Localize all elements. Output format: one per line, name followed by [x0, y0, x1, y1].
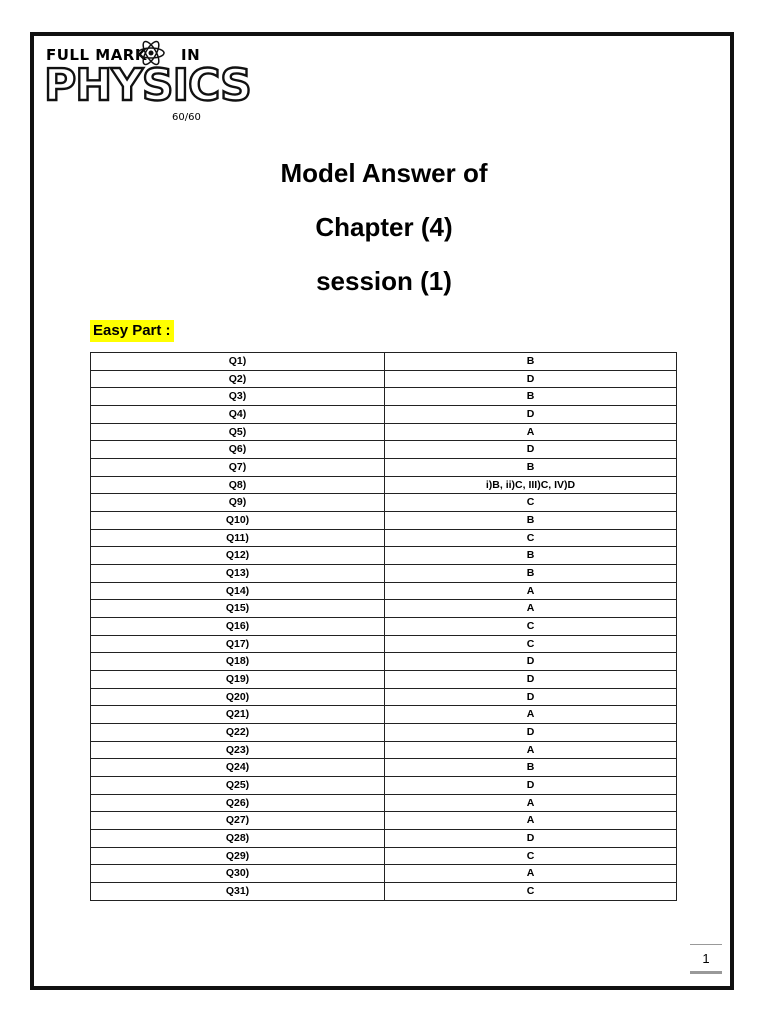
question-cell: Q12)	[91, 547, 385, 565]
answer-cell: D	[385, 830, 677, 848]
title-line-2: Chapter (4)	[315, 212, 453, 242]
question-cell: Q30)	[91, 865, 385, 883]
answer-cell: C	[385, 883, 677, 901]
logo-top-right: IN	[180, 46, 201, 64]
answer-cell: C	[385, 635, 677, 653]
question-cell: Q27)	[91, 812, 385, 830]
answer-cell: B	[385, 547, 677, 565]
answer-cell: C	[385, 847, 677, 865]
question-cell: Q9)	[91, 494, 385, 512]
table-row	[91, 370, 677, 388]
answer-cell: i)B, ii)C, III)C, IV)D	[385, 476, 677, 494]
question-cell: Q29)	[91, 847, 385, 865]
section-label: Easy Part :	[90, 320, 174, 342]
question-cell: Q22)	[91, 724, 385, 742]
question-cell: Q2)	[91, 370, 385, 388]
table-row	[91, 618, 677, 636]
question-cell: Q11)	[91, 529, 385, 547]
question-cell: Q4)	[91, 406, 385, 424]
answer-cell: A	[385, 865, 677, 883]
table-row	[91, 741, 677, 759]
table-row	[91, 759, 677, 777]
answer-cell: C	[385, 618, 677, 636]
table-row	[91, 406, 677, 424]
answer-cell: D	[385, 777, 677, 795]
answer-cell: B	[385, 512, 677, 530]
table-row	[91, 423, 677, 441]
table-row	[91, 653, 677, 671]
table-row	[91, 459, 677, 477]
answer-cell: B	[385, 459, 677, 477]
answer-cell: A	[385, 741, 677, 759]
question-cell: Q16)	[91, 618, 385, 636]
answer-cell: D	[385, 671, 677, 689]
logo-top-left: FULL MARK	[46, 46, 147, 64]
table-row	[91, 812, 677, 830]
answer-cell: D	[385, 653, 677, 671]
table-row	[91, 706, 677, 724]
table-row	[91, 353, 677, 371]
table-row	[91, 494, 677, 512]
table-row	[91, 441, 677, 459]
table-row	[91, 582, 677, 600]
answer-cell: D	[385, 688, 677, 706]
question-cell: Q3)	[91, 388, 385, 406]
table-row	[91, 865, 677, 883]
answer-cell: B	[385, 353, 677, 371]
answer-cell: A	[385, 582, 677, 600]
answer-cell: D	[385, 724, 677, 742]
answer-cell: A	[385, 706, 677, 724]
table-row	[91, 883, 677, 901]
answer-cell: B	[385, 565, 677, 583]
question-cell: Q17)	[91, 635, 385, 653]
question-cell: Q13)	[91, 565, 385, 583]
answer-cell: D	[385, 441, 677, 459]
question-cell: Q23)	[91, 741, 385, 759]
question-cell: Q28)	[91, 830, 385, 848]
table-row	[91, 724, 677, 742]
answer-cell: A	[385, 812, 677, 830]
table-row	[91, 547, 677, 565]
answer-cell: A	[385, 794, 677, 812]
question-cell: Q20)	[91, 688, 385, 706]
title-block	[0, 150, 768, 312]
title-line-1: Model Answer of	[280, 158, 488, 188]
table-row	[91, 847, 677, 865]
question-cell: Q19)	[91, 671, 385, 689]
answer-cell: A	[385, 423, 677, 441]
table-row	[91, 830, 677, 848]
question-cell: Q14)	[91, 582, 385, 600]
title-line-3: session (1)	[316, 266, 452, 296]
logo-score: 60/60	[172, 112, 201, 123]
answer-cell: C	[385, 494, 677, 512]
logo-subject: PHYSICS	[44, 60, 251, 111]
table-row	[91, 565, 677, 583]
question-cell: Q10)	[91, 512, 385, 530]
table-row	[91, 671, 677, 689]
table-row	[91, 635, 677, 653]
question-cell: Q1)	[91, 353, 385, 371]
table-row	[91, 794, 677, 812]
logo	[44, 38, 251, 128]
page-number: 1	[690, 944, 722, 970]
question-cell: Q6)	[91, 441, 385, 459]
question-cell: Q31)	[91, 883, 385, 901]
question-cell: Q18)	[91, 653, 385, 671]
question-cell: Q8)	[91, 476, 385, 494]
table-row	[91, 529, 677, 547]
answer-cell: D	[385, 406, 677, 424]
table-row	[91, 600, 677, 618]
question-cell: Q25)	[91, 777, 385, 795]
question-cell: Q21)	[91, 706, 385, 724]
question-cell: Q26)	[91, 794, 385, 812]
answer-cell: A	[385, 600, 677, 618]
table-row	[91, 777, 677, 795]
answer-cell: C	[385, 529, 677, 547]
table-row	[91, 476, 677, 494]
question-cell: Q15)	[91, 600, 385, 618]
question-cell: Q5)	[91, 423, 385, 441]
answers-table	[90, 352, 677, 901]
table-row	[91, 688, 677, 706]
answer-cell: B	[385, 388, 677, 406]
table-row	[91, 512, 677, 530]
table-row	[91, 388, 677, 406]
answer-cell: D	[385, 370, 677, 388]
question-cell: Q7)	[91, 459, 385, 477]
answer-cell: B	[385, 759, 677, 777]
question-cell: Q24)	[91, 759, 385, 777]
